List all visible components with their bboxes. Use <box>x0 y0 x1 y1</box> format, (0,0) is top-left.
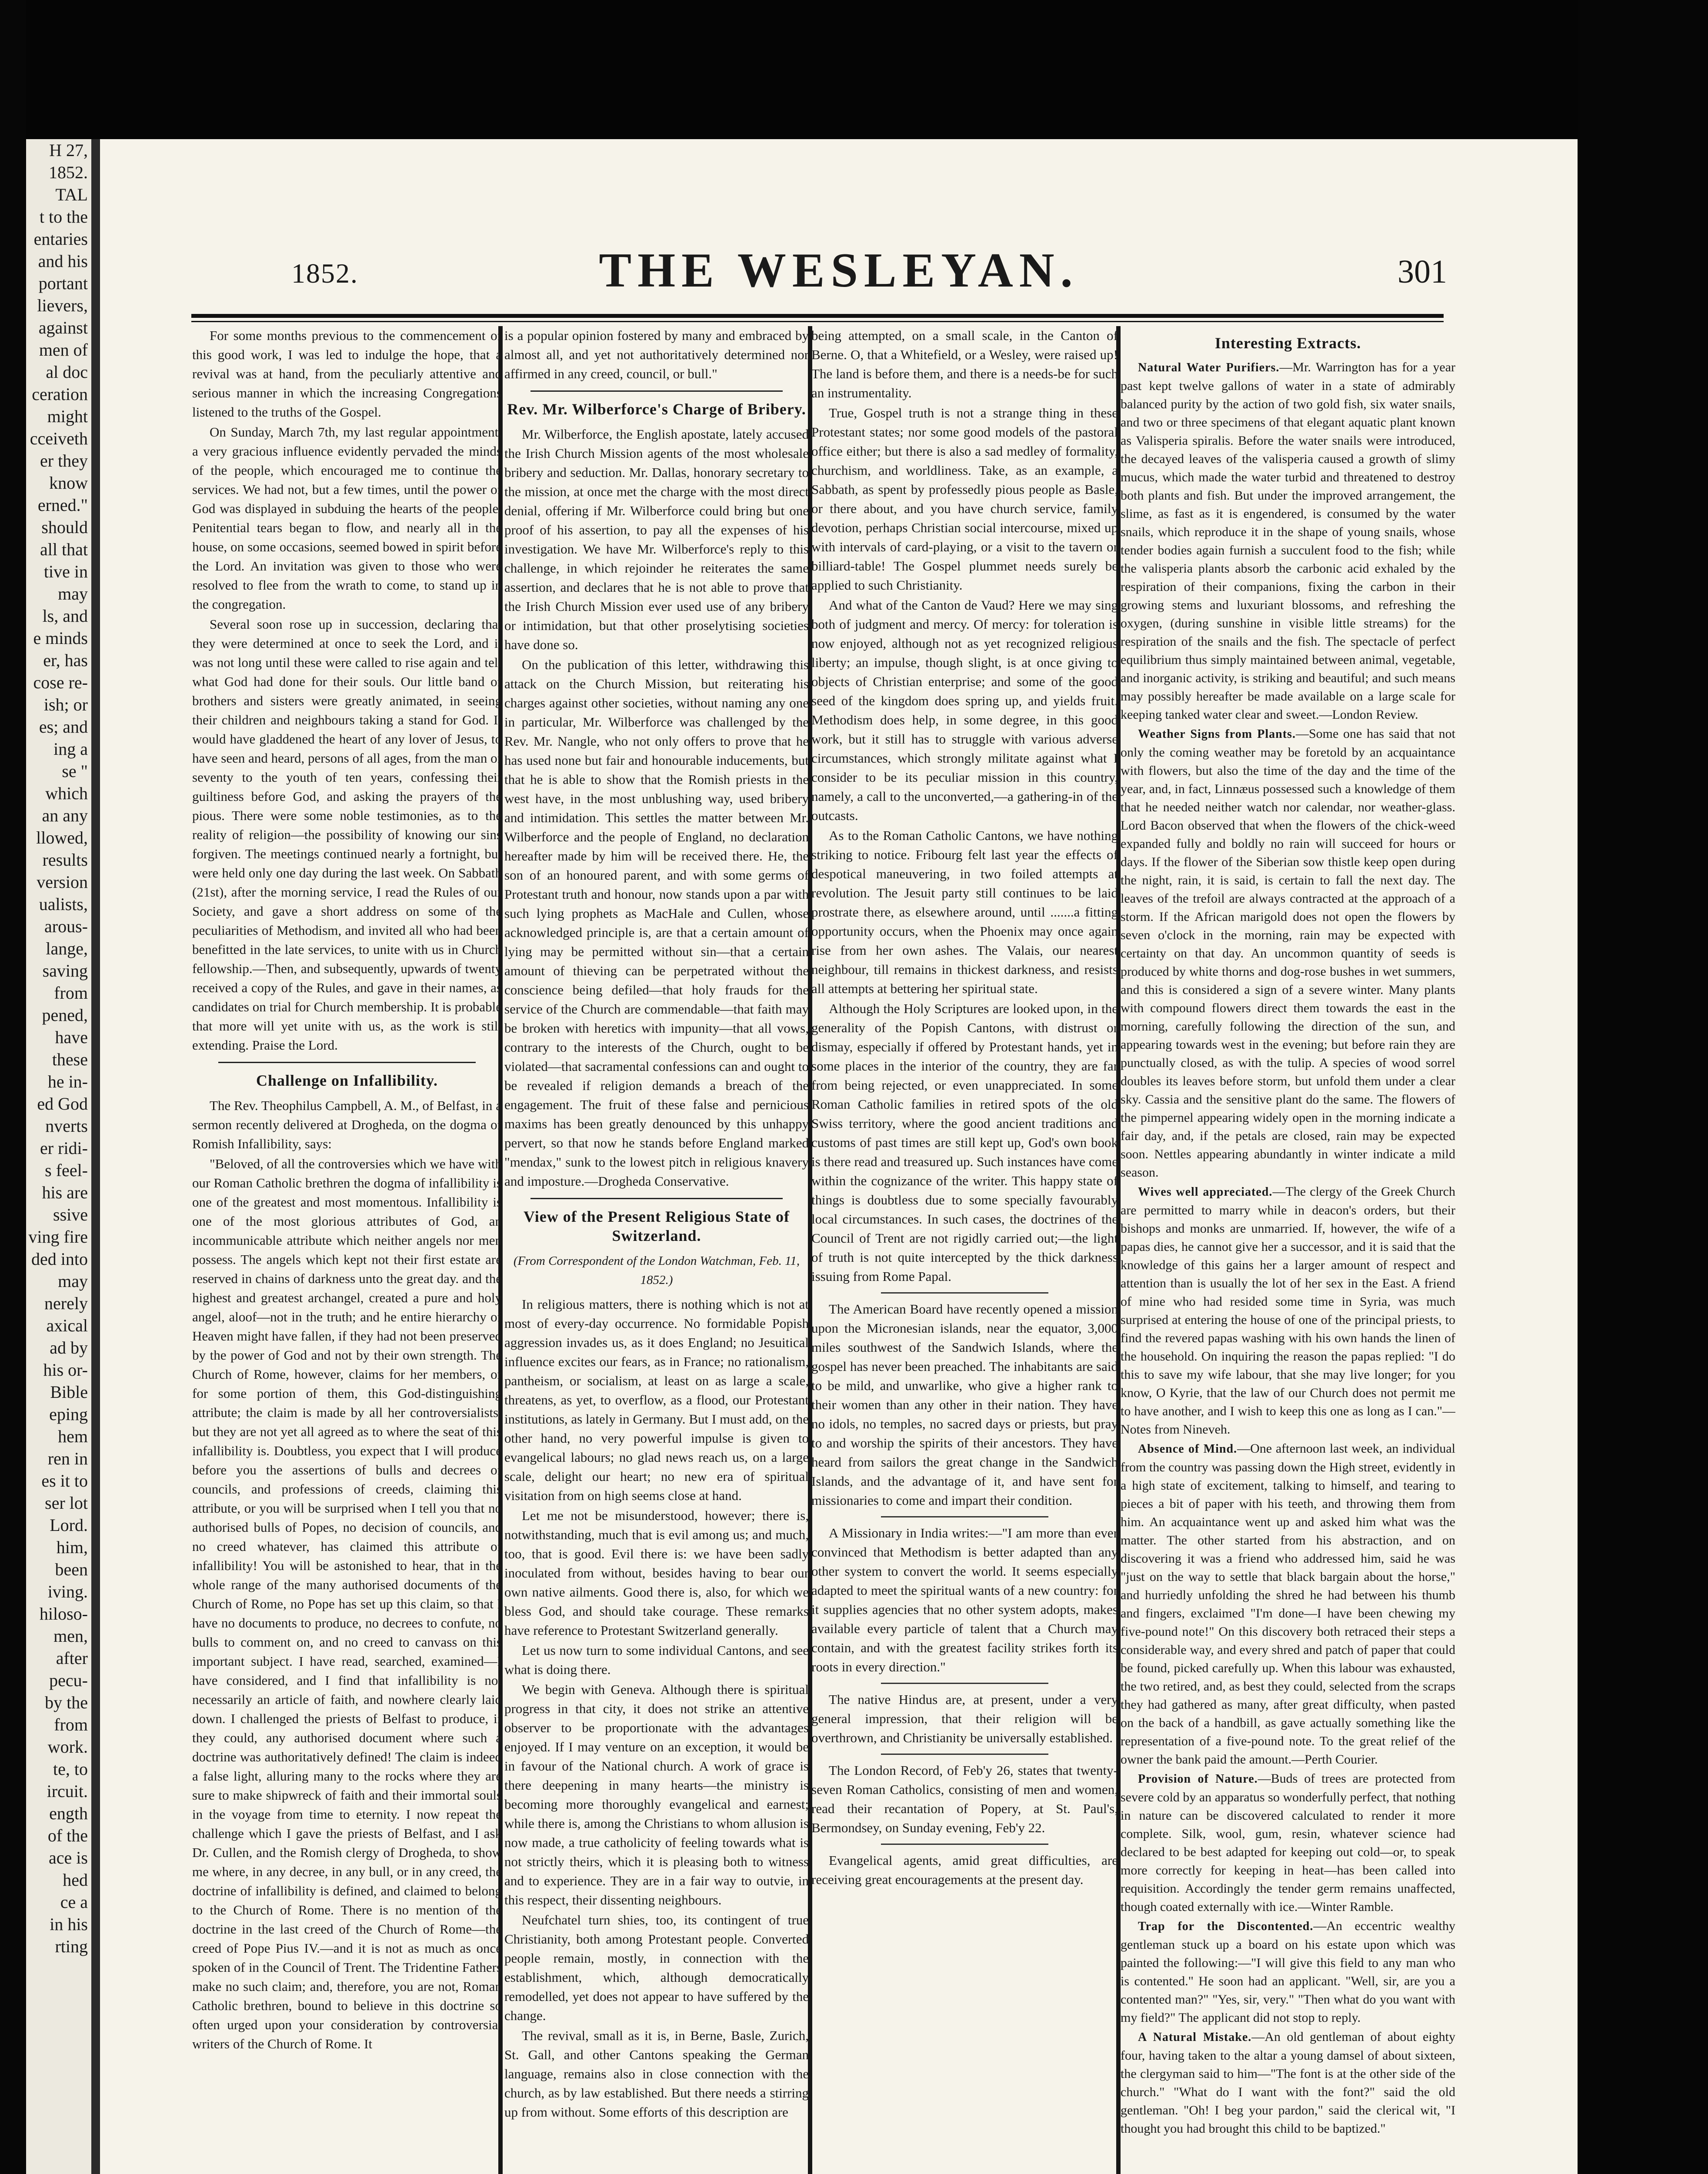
extract-item <box>1121 358 1455 724</box>
previous-page-text: tive in <box>43 562 88 581</box>
previous-page-text: portant <box>38 273 88 293</box>
column-4 <box>1121 326 1455 2174</box>
extract-text: —One afternoon last week, an individual from the country was passing down the High street, evidently in a high state of excitement, talking to himself, and tearing to pieces a bit of paper with his teeth, and throwing them from him. An acquaintance went up and asked him what was the matter. The other started from his abstraction, and on discovering it was a friend who addressed him, said he was "just on the way to settle that black bargain about the horse," and hurriedly unfolding the shred he had between his thumb and fingers, exclaimed "I'm done—I have been chewing my five-pound note!" On this discovery both retraced their steps a considerable way, and every shred and patch of paper that could be found, picked carefully up. When this labour was exhausted, the two retired, and, as best they could, selected from the scraps they had gathered as many, after great difficulty, when pasted on the back of a handbill, as gave actually something like the representation of a five-pound note. To the great relief of the owner the bank paid the amount.—Perth Courier. <box>1121 1441 1455 1767</box>
header-rule <box>191 314 1444 318</box>
newspaper-page <box>100 139 1578 2174</box>
previous-page-text: work. <box>47 1737 88 1757</box>
page-gutter <box>91 139 100 2174</box>
previous-page-text: iving. <box>47 1582 88 1601</box>
previous-page-text: ed God <box>37 1094 88 1114</box>
article-heading: Challenge on Infallibility. <box>256 1072 438 1089</box>
previous-page-text: results <box>42 850 88 870</box>
previous-page-text: ace is <box>49 1848 88 1867</box>
masthead-title: THE WESLEYAN. <box>599 243 1079 297</box>
article-paragraph: The revival, small as it is, in Berne, Basle, Zurich, St. Gall, and other Cantons speaking the German language, remains also in close connection with the church, as by law established. But there needs a stirring up from without. Some efforts of this description are <box>504 2028 809 2120</box>
extract-text: —Some one has said that not only the coming weather may be foretold by an acquaintance with flowers, but also the time of the day and the time of the year, and, in fact, Linnæus possessed such a knowledge of them that he needed neither watch nor calendar, nor weather-glass. Lord Bacon observed that when the flowers of the chick-weed expanded fully and boldly no rain will succeed for hours or days. If the flower of the Siberian sow thistle keep open during the night, rain, it is said, is certain to fall the next day. The leaves of the trefoil are always contracted at the approach of a storm. If the African marigold does not open the flowers by seven o'clock in the morning, rain may be expected with certainty on that day. An uncommon quantity of seeds is produced by white thorns and dog-rose bushes in wet summers, and this is considered a sign of a severe winter. Many plants with compound flowers direct them towards the east in the morning, carefully following the direction of the sun, and appearing towards west in the evening; but before rain they are punctually closed, as with the tulip. A species of wood sorrel doubles its leaves before storm, but unfold them under a clear sky. Cassia and the sensitive plant do the same. The flowers of the pimpernel appearing widely open in the morning indicate a fair day, and, if the petals are closed, rain may be expected soon. Nettles appearing abundantly in winter indicate a mild season. <box>1121 727 1455 1180</box>
article-paragraph: A Missionary in India writes:—"I am more than ever convinced that Methodism is better adapted than any other system to convert the world. It seems especially adapted to meet the spiritual wants of a new country: for it supplies agencies that no other system adopts, makes available every particle of talent that a Church may contain, and with the greatest facility strikes forth its roots in every direction." <box>811 1525 1118 1674</box>
section-divider <box>881 1516 1048 1517</box>
previous-page-text: ded into <box>31 1249 88 1269</box>
previous-page-text: saving <box>42 961 88 980</box>
previous-page-text: his or- <box>43 1360 88 1380</box>
article-paragraph: As to the Roman Catholic Cantons, we have nothing striking to notice. Fribourg felt last year the effects of despotical maneuvering, in two foiled attempts at revolution. The Jesuit party still continues to be laid prostrate there, as elsewhere around, until .......a fitting opportunity occurs, when the Phoenix may once again rise from her own ashes. The Valais, our nearest neighbour, till remains in thickest darkness, and resists all attempts at bettering her spiritual state. <box>811 828 1118 996</box>
previous-page-text: e minds <box>33 628 88 648</box>
previous-page-text: se " <box>62 761 88 781</box>
previous-page-text: axical <box>46 1316 88 1335</box>
previous-page-text: from <box>54 983 88 1003</box>
previous-page-text: against <box>38 318 88 337</box>
section-divider <box>218 1062 476 1063</box>
section-divider <box>881 1683 1048 1684</box>
article-paragraph: Neufchatel turn shies, too, its contingent of true Christianity, both among Protestant people. Converted people remain, mostly, in connection with the establishment, which, although democratically remodelled, yet does not appear to have suffered by the change. <box>504 1912 809 2023</box>
previous-page-text: ser lot <box>45 1493 88 1513</box>
article-paragraph: is a popular opinion fostered by many and embraced by almost all, and yet not authoritatively determined nor affirmed in any creed, council, or bull." <box>504 328 809 381</box>
previous-page-text: ircuit. <box>47 1781 88 1801</box>
previous-page-text: er ridi- <box>40 1138 88 1158</box>
previous-page-text: arous- <box>44 917 88 936</box>
previous-page-text: an any <box>42 806 88 825</box>
section-divider <box>881 1292 1048 1294</box>
previous-page-text: after <box>56 1648 88 1668</box>
article-paragraph: For some months previous to the commencement of this good work, I was led to indulge the hope, that a revival was at hand, from the peculiarly attentive and serious manner in which the increasing Congregations listened to the truths of the Gospel. <box>192 328 502 420</box>
previous-page-text: rting <box>55 1937 88 1956</box>
previous-page-text: nerely <box>44 1294 88 1313</box>
previous-page-text: these <box>52 1050 88 1069</box>
previous-page-text: eping <box>49 1404 88 1424</box>
extract-item <box>1121 1183 1455 1439</box>
previous-page-text: erned." <box>37 495 88 515</box>
article-paragraph: Several soon rose up in succession, declaring that they were determined at once to seek the Lord, and it was not long until these were called to rise again and tell what God had done for their souls. Our little band of brothers and sisters were greatly animated, in seeing their children and neighbours taking a stand for God. It would have gladdened the heart of any lover of Jesus, to have seen and heard, persons of all ages, from the man of seventy to the youth of ten years, confessing their guiltiness before God, and asking the prayers of the pious. There were some noble testimonies, as to the reality of religion—the possibility of knowing our sins forgiven. The meetings continued nearly a fortnight, but were held only one day during the last week. On Sabbath (21st), after the morning service, I read the Rules of our Society, and gave a short address on some of the peculiarities of Methodism, and invited all who had been benefitted in the late services, to unite with us in Church fellowship.—Then, and subsequently, upwards of twenty received a copy of the Rules, and gave in their names, as candidates on trial for Church membership. It is probable that more will yet unite with us, as the work is still extending. Praise the Lord. <box>192 617 502 1053</box>
header-rule-thin <box>191 321 1444 322</box>
article-paragraph: "Beloved, of all the controversies which we have with our Roman Catholic brethren the dogma of infallibility is one of the greatest and most momentous. Infallibility is one of the most glorious attributes of God, an incommunicable attribute which neither angels nor men possess. The angels which kept not their first estate are reserved in chains of darkness unto the great day. and the highest and greatest archangel, created a pure and holy angel, aloof—not in the truth; and he entire hierarchy of Heaven might have fallen, if they had not been preserved by the power of God and not by their own strength. The Church of Rome, however, claims for her members, or for some portion of them, this God-distinguishing attribute; the claim is made by all her controversialists, but they are not yet all agreed as to where the seat of this infallibility is. Doubtless, you expect that I will produce before you the assertions of bulls and decrees of councils, and professions of creeds, claiming this attribute, or you will be surprised when I tell you that no authorised bulls of Popes, no decision of councils, and no creed whatever, has claimed this attribute of infallibility! You will be astonished to hear, that in the whole range of the many authorised documents of the Church of Rome, no Pope has set up this claim, so that I have no documents to produce, no decrees to confute, no bulls to comment on, and no creed to canvass on this important subject. I have read, searched, examined—I have considered, and I find that infallibility is not necessarily an article of faith, and nowhere clearly laid down. I challenged the priests of Belfast to produce, if they could, any authorised document where such a doctrine was authoritatively defined! The claim is indeed a false light, alluring many to the rocks where they are sure to make shipwreck of faith and their immortal souls in the voyage from time to eternity. I now repeat the challenge which I gave the priests of Belfast, and I ask Dr. Cullen, and the Romish clergy of Drogheda, to show me where, in any decree, in any bull, or in any creed, the doctrine of infallibility is defined, and claimed to belong to the Church of Rome. There is no mention of the doctrine in the last creed of the Church of Rome—the creed of Pope Pius IV.—and it is not as much as once spoken of in the Council of Trent. The Tridentine Fathers make no such claim; and, therefore, you are not, Roman Catholic brethren, bound to believe in this doctrine so often urged upon your consideration by controversial writers of the Church of Rome. It <box>192 1156 502 2051</box>
previous-page-text: should <box>41 517 88 537</box>
extract-title: Trap for the Discontented. <box>1138 1920 1314 1933</box>
section-divider <box>530 390 783 392</box>
extract-item <box>1121 1770 1455 1916</box>
extract-title: Wives well appreciated. <box>1138 1185 1273 1199</box>
previous-page-text: TAL <box>55 185 88 204</box>
article-paragraph: Let us now turn to some individual Cantons, and see what is doing there. <box>504 1643 809 1677</box>
column-3 <box>811 326 1118 2174</box>
extract-text: —The clergy of the Greek Church are permitted to marry while in deacon's orders, but their bishops and monks are unmarried. If, however, the wife of a papas dies, he cannot give her a successor, and it is said that the knowledge of this gains her a larger amount of respect and attention than is usually the lot of her sex in the East. A friend of mine who had resided some time in Syria, was much surprised at entering the house of one of the principal priests, to find the revered papas washing with his own hands the linen of the household. On inquiring the reason the papas replied: "I do this to save my wife labour, that she may live longer; for you know, O Kyrie, that the law of our Church does not permit me to have another, and I wish to keep this one as long as I can."—Notes from Nineveh. <box>1121 1184 1455 1437</box>
article-paragraph: The American Board have recently opened a mission upon the Micronesian islands, near the equator, 3,000 miles southwest of the Sandwich Islands, where the gospel has never been preached. The inhabitants are said to be mild, and unwarlike, who give a higher rank to their women than any other in their nation. They have no idols, no temples, no sacred days or priests, but pray to and worship the spirits of their ancestors. They have heard from sailors the great change in the Sandwich Islands, and the advantage of it, and have sent for missionaries to come and impart their condition. <box>811 1301 1118 1508</box>
previous-page-text: his are <box>42 1183 88 1202</box>
previous-page-text: in his <box>50 1914 88 1934</box>
previous-page-text: may <box>58 584 88 604</box>
extract-text: —An old gentleman of about eighty four, having taken to the altar a young damsel of about sixteen, the clergyman said to him—"The font is at the other side of the church." "What do I want with the font?" said the old gentleman. "Oh! I beg your pardon," said the clerical wit, "I thought you had brought this child to be baptized." <box>1121 2030 1455 2136</box>
article-paragraph: Let me not be misunderstood, however; there is, notwithstanding, much that is evil among us; and much, too, that is good. Evil there is: we have been sadly inoculated from without, besides having to bear our own native ailments. Good there is, also, for which we bless God, and should take courage. These remarks have reference to Protestant Switzerland generally. <box>504 1508 809 1638</box>
previous-page-text: hed <box>63 1870 88 1890</box>
scan-border-top <box>0 0 1708 139</box>
article-paragraph: We begin with Geneva. Although there is spiritual progress in that city, it does not strike an attentive observer to be proportionate with the advantages enjoyed. If I may venture on an exception, it would be in favour of the National church. A work of grace is there deepening in many hearts—the ministry is becoming more thoroughly evangelical and earnest; while there is, among the Christians to whom allusion is now made, a true catholicity of feeling towards what is not strictly theirs, which it is pleasing both to witness and to experience. They are in a fair way to outvie, in this respect, their dissenting neighbours. <box>504 1682 809 1907</box>
article-heading: Interesting Extracts. <box>1214 334 1361 352</box>
article-paragraph: Although the Holy Scriptures are looked upon, in the generality of the Popish Cantons, with distrust or dismay, especially if offered by Protestant hands, yet in some places in the interior of the country, they are far from being rejected, or even unappreciated. In some Roman Catholic families in retired spots of the old Swiss territory, where the good ancient traditions and customs of past times are still kept up, God's own book is there read and treasured up. Such instances have come within the cognizance of the writer. This happy state of things is doubtless due to some specially favourably local circumstances. In such cases, the doctrines of the Council of Trent are not rigidly carried out;—the light of truth is not quite intercepted by the thick darkness issuing from Rome Papal. <box>811 1001 1118 1284</box>
previous-page-text: t to the <box>39 207 88 227</box>
previous-page-text: been <box>55 1560 88 1579</box>
extract-text: —Mr. Warrington has for a year past kept twelve gallons of water in a state of admirably balanced purity by the action of two gold fish, six water snails, and two or three specimens of that elegant aquatic plant known as Valisperia spiralis. Before the water snails were introduced, the decayed leaves of the valisperia caused a growth of slimy mucus, which made the water turbid and threatened to destroy both plants and fish. But under the improved arrangement, the slime, as fast as it is engendered, is consumed by the water snails, which reproduce it in the shape of young snails, whose tender bodies again furnish a succulent food to the fish; while the valisperia plants absorb the carbonic acid exhaled by the respiration of their companions, fixing the carbon in their growing stems and luxuriant blossoms, and refreshing the oxygen, (during sunshine in visible little streams) for the respiration of the snails and the fish. The spectacle of perfect equilibrium thus simply maintained between animal, vegetable, and inorganic activity, is striking and beautiful; and such means may possibly hereafter be made available on a large scale for keeping tanked water clear and sweet.—London Review. <box>1121 360 1455 722</box>
previous-page-text: pened, <box>42 1005 88 1025</box>
article-paragraph: And what of the Canton de Vaud? Here we may sing both of judgment and mercy. Of mercy: for toleration is now enjoyed, although not as yet recognized religious liberty; an impulse, though slight, is at once giving to objects of Christian enterprise; and some of the good seed of the kingdom does spring up, and yields fruit. Methodism does help, in some degree, in this good work, but it still has to struggle with various adverse circumstances, which strongly militate against what I consider to be its peculiar mission in this country, namely, a call to the unconverted,—a gathering-in of the outcasts. <box>811 597 1118 823</box>
previous-page-text: ving fire <box>28 1227 88 1247</box>
previous-page-text: ish; or <box>43 695 88 714</box>
previous-page-text: lange, <box>46 939 88 958</box>
extract-title: Natural Water Purifiers. <box>1138 361 1280 374</box>
article-paragraph: Evangelical agents, amid great difficulties, are receiving great encouragements at the present day. <box>811 1853 1118 1887</box>
section-divider <box>881 1754 1048 1755</box>
previous-page-text: Bible <box>50 1382 88 1402</box>
article-heading: Rev. Mr. Wilberforce's Charge of Bribery. <box>507 400 806 418</box>
article-paragraph: On the publication of this letter, withdrawing this attack on the Church Mission, but reiterating his charges against other societies, without naming any one in particular, Mr. Wilberforce was challenged by the Rev. Mr. Nangle, who not only offers to prove that he has used none but fair and honourable inducements, but that he is able to show that the Romish priests in the west have, in the most unblushing way, used bribery and intimidation. This settles the matter between Mr. Wilberforce and the people of England, no declaration hereafter made by him will be received there. He, the son of an honoured parent, and with some germs of Protestant truth and honour, now stands upon a par with such lying prophets as MacHale and Cullen, whose acknowledged principle is, are that a certain amount of lying may be permitted without sin—that a certain amount of thieving can be perpetrated without the conscience being defiled—that holy frauds for the service of the Church are commendable—that faith may be broken with heretics with impunity—that all vows, contrary to the interests of the Church, ought to be violated—that sacramental confessions can and ought to be revealed if religion demands a breach of the engagement. The fruit of these false and pernicious maxims has been greatly denounced by this unhappy pervert, so that now he stands before England marked "mendax," sunk to the lowest pitch in religious knavery and imposture.—Drogheda Conservative. <box>504 657 809 1189</box>
extract-title: A Natural Mistake. <box>1138 2031 1252 2044</box>
previous-page-text: ad by <box>50 1338 88 1357</box>
previous-page-text: ceration <box>32 384 88 404</box>
previous-page-text: ength <box>49 1804 88 1823</box>
article-paragraph: being attempted, on a small scale, in the Canton of Berne. O, that a Whitefield, or a Wesley, were raised up! The land is before them, and there is a needs-be for such an instrumentality. <box>811 328 1118 400</box>
extract-title: Provision of Nature. <box>1138 1772 1258 1786</box>
previous-page-text: ls, and <box>42 606 88 626</box>
scan-border-left <box>0 0 26 2174</box>
previous-page-text: cceiveth <box>30 429 88 448</box>
previous-page-text: version <box>37 872 88 892</box>
masthead-date: 1852. <box>291 258 358 289</box>
previous-page-text: Lord. <box>50 1515 88 1535</box>
previous-page-text: ren in <box>47 1449 88 1468</box>
extract-text: —Buds of trees are protected from severe cold by an apparatus so wonderfully perfect, that nothing in nature can be discovered calculated to render it more complete. Silk, wool, gum, resin, whatever science had declared to be best adapted for keeping out cold—or, to speak more correctly for keeping in heat—has been called into requisition. Accordingly the tender germ remains unaffected, though coated externally with ice.—Winter Ramble. <box>1121 1771 1455 1914</box>
article-paragraph: The native Hindus are, at present, under a very general impression, that their religion will be overthrown, and Christianity be universally established. <box>811 1692 1118 1745</box>
previous-page-text: ce a <box>60 1892 88 1912</box>
previous-page-text: es it to <box>41 1471 88 1490</box>
masthead <box>100 139 1578 313</box>
previous-page-text: lievers, <box>37 296 88 315</box>
previous-page-text: and his <box>38 251 88 271</box>
extract-title: Weather Signs from Plants. <box>1138 727 1296 741</box>
previous-page-text: men, <box>53 1626 88 1646</box>
previous-page-text: ualists, <box>39 894 88 914</box>
previous-page-text: all that <box>40 540 88 559</box>
scan-border-right <box>1578 0 1708 2174</box>
previous-page-text: er, has <box>43 650 88 670</box>
column-1 <box>192 326 502 2174</box>
article-heading: View of the Present Religious State of Switzerland. <box>524 1208 790 1244</box>
column-2 <box>504 326 809 2174</box>
previous-page-text: llowed, <box>36 828 88 847</box>
previous-page-text: nverts <box>45 1116 88 1136</box>
previous-page-text: entaries <box>33 229 88 249</box>
extract-item <box>1121 725 1455 1182</box>
extract-title: Absence of Mind. <box>1138 1442 1238 1456</box>
previous-page-text: 1852. <box>49 163 88 182</box>
previous-page-text: men of <box>39 340 88 360</box>
article-source: (From Correspondent of the London Watchman, Feb. 11, 1852.) <box>513 1254 800 1287</box>
section-divider <box>530 1198 783 1199</box>
previous-page-text: hiloso- <box>39 1604 88 1624</box>
section-divider <box>881 1844 1048 1845</box>
article-paragraph: On Sunday, March 7th, my last regular appointment, a very gracious influence evidently pervaded the minds of the people, which encouraged me to continue the services. We had not, but a few times, until the power of God was displayed in subduing the hearts of the people. Penitential tears began to flow, and nearly all in the house, on some occasions, seemed bowed in spirit before the Lord. An invitation was given to those who were resolved to flee from the wrath to come, to stand up in the congregation. <box>192 424 502 612</box>
previous-page-text: from <box>54 1715 88 1734</box>
previous-page-text: pecu- <box>49 1671 88 1690</box>
extract-text: —An eccentric wealthy gentleman stuck up a board on his estate upon which was painted the following:—"I will give this field to any man who is contented." He soon had an applicant. "Well, sir, are you a contented man?" "Yes, sir, very." "Then what do you want with my field?" The applicant did not stop to reply. <box>1121 1919 1455 2025</box>
previous-page-text: by the <box>45 1693 88 1712</box>
extract-item <box>1121 1440 1455 1769</box>
previous-page-text: him, <box>56 1537 88 1557</box>
previous-page-text: ing a <box>53 739 88 759</box>
previous-page-text: know <box>49 473 88 493</box>
previous-page-text: ssive <box>53 1205 88 1224</box>
article-paragraph: True, Gospel truth is not a strange thing in these Protestant states; nor some good models of the pastoral office either; but there is also a sad medley of formality, churchism, and worldliness. Take, as an example, a Sabbath, as spent by professedly pious people as Basle, or there about, and you have church service, family devotion, perhaps Christian social intercourse, mixed up with intervals of card-playing, or a visit to the tavern or billiard-table! The Gospel plummet needs surely be applied to such Christianity. <box>811 405 1118 593</box>
previous-page-text: te, to <box>53 1759 88 1779</box>
article-paragraph: The London Record, of Feb'y 26, states that twenty-seven Roman Catholics, consisting of men and women, read their recantation of Popery, at St. Paul's, Bermondsey, on Sunday evening, Feb'y 22. <box>811 1763 1118 1835</box>
previous-page-text: H 27, <box>49 140 88 160</box>
previous-page-text: which <box>45 784 88 803</box>
previous-page-text: hem <box>58 1427 88 1446</box>
previous-page-text: er they <box>40 451 88 470</box>
previous-page-text: cose re- <box>33 673 88 692</box>
previous-page-text: es; and <box>39 717 88 737</box>
previous-page-text: have <box>55 1027 88 1047</box>
article-paragraph: The Rev. Theophilus Campbell, A. M., of Belfast, in a sermon recently delivered at Drogheda, on the dogma of Romish Infallibility, says: <box>192 1098 502 1151</box>
article-paragraph: In religious matters, there is nothing which is not at most of every-day occurrence. No formidable Popish aggression invades us, as it does England; no Jesuitical influence excites our fears, as in France; no rationalism, pantheism, or socialism, at least on as large a scale, threatens, as yet, to overflow, as a flood, our Protestant institutions, as lately in Germany. But I must add, on the other hand, no very powerful impulse is given to evangelical labours; no glad news reach us, on a large scale, delight our heart; no new era of spiritual visitation from on high seems close at hand. <box>504 1297 809 1503</box>
previous-page-text: s feel- <box>45 1160 88 1180</box>
page-number: 301 <box>1398 253 1447 290</box>
previous-page-text: al doc <box>46 362 88 382</box>
article-paragraph: Mr. Wilberforce, the English apostate, lately accused the Irish Church Mission agents of the most wholesale bribery and seduction. Mr. Dallas, honorary secretary to the mission, at once met the charge with the most direct denial, offering if Mr. Wilberforce could bring but one proof of his assertion, to pay all the expenses of his investigation. We have Mr. Wilberforce's reply to this challenge, in which rejoinder he reiterates the same assertion, and declares that he is not able to prove that the Irish Church Mission ever used use of any bribery or intimidation, but that other proselytising societies have done so. <box>504 427 809 652</box>
extract-item <box>1121 1917 1455 2027</box>
previous-page-text: may <box>58 1271 88 1291</box>
extract-item <box>1121 2028 1455 2138</box>
previous-page-fragment <box>26 139 91 2174</box>
previous-page-text: of the <box>47 1826 88 1845</box>
previous-page-text: might <box>47 407 88 426</box>
previous-page-text: he in- <box>47 1072 88 1091</box>
